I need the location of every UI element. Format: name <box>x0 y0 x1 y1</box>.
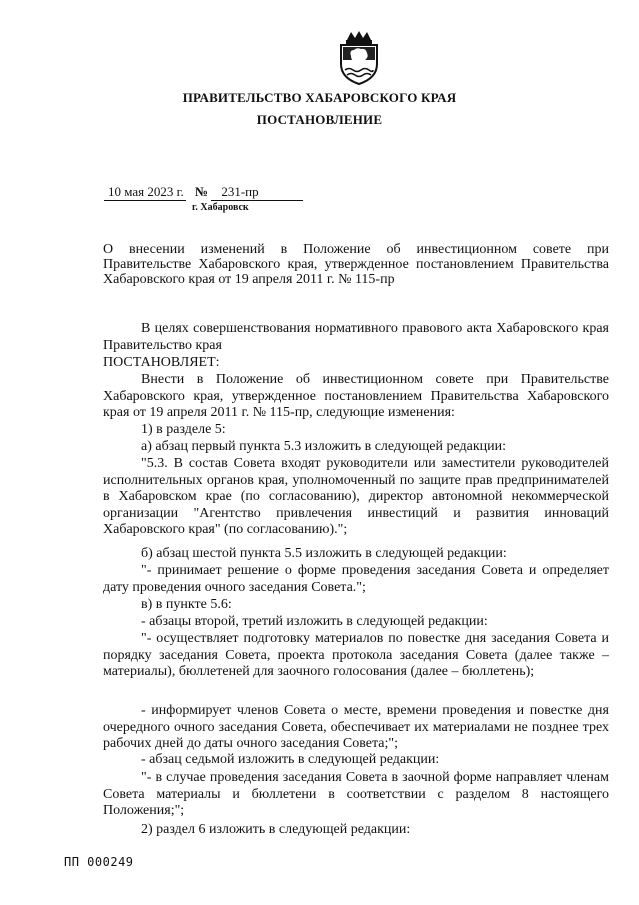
item-1v-sub-1: - абзацы второй, третий изложить в следующей редакции: <box>141 614 488 629</box>
footer-code: ПП 000249 <box>64 855 134 869</box>
document-date: 10 мая 2023 г. <box>104 184 186 201</box>
date-number-line <box>104 184 303 201</box>
title-line-2: Правительстве Хабаровского края, утвержденное постановлением Правительства <box>103 257 609 272</box>
organization-title: ПРАВИТЕЛЬСТВО ХАБАРОВСКОГО КРАЯ <box>182 90 457 105</box>
item-1a: а) абзац первый пункта 5.3 изложить в следующей редакции: <box>141 439 507 454</box>
number-label: № <box>195 184 209 199</box>
resolves-heading: ПОСТАНОВЛЯЕТ: <box>103 355 220 370</box>
title-line-3: Хабаровского края от 19 апреля 2011 г. № 115-пр <box>103 272 395 287</box>
preamble-paragraph: В целях совершенствования нормативного правового акта Хабаровского края Правительство края <box>103 321 609 353</box>
quote-5-3: "5.3. В состав Совета входят руководители или заместители руководителей исполнительных органов края, уполномоченный по защите прав предпринимателей в Хабаровском крае (по согласованию), директор автономной некоммерческой организации "Агентство привлечения инвестиций и развития инноваций Хабаровского края" (по согласованию)."; <box>103 456 609 537</box>
document-type: ПОСТАНОВЛЕНИЕ <box>256 112 383 127</box>
intro-paragraph: Внести в Положение об инвестиционном совете при Правительстве Хабаровского края, утвержденное постановлением Правительства Хабаровского края от 19 апреля 2011 г. № 115-пр, следующие изменения: <box>103 372 609 420</box>
quote-5-6-a: "- осуществляет подготовку материалов по повестке дня заседания Совета и порядку заседания Совета, проекта протокола заседания Совета (далее также – материалы), бюллетеней для заочного голосования (далее – бюллетень); <box>103 631 609 679</box>
city-label: г. Хабаровск <box>192 202 249 213</box>
coat-of-arms-icon <box>335 30 383 86</box>
item-1v-sub-2: - абзац седьмой изложить в следующей редакции: <box>141 752 440 767</box>
item-1v: в) в пункте 5.6: <box>141 597 232 612</box>
quote-5-6-b: - информирует членов Совета о месте, времени проведения и повестке дня очередного очного заседания Совета, обеспечивает их материалами не позднее трех рабочих дней до даты очного заседания Совета;"; <box>103 703 609 751</box>
quote-5-6-c: "- в случае проведения заседания Совета в заочной форме направляет членам Совета материалы и бюллетени в соответствии с разделом 8 настоящего Положения;"; <box>103 770 609 818</box>
item-2: 2) раздел 6 изложить в следующей редакции: <box>141 822 411 837</box>
item-1: 1) в разделе 5: <box>141 422 226 437</box>
item-1b: б) абзац шестой пункта 5.5 изложить в следующей редакции: <box>141 546 507 561</box>
quote-5-5: "- принимает решение о форме проведения заседания Совета и определяет дату проведения очного заседания Совета."; <box>103 563 609 595</box>
document-number: 231-пр <box>211 184 302 201</box>
title-line-1: О внесении изменений в Положение об инвестиционном совете при <box>103 242 609 257</box>
